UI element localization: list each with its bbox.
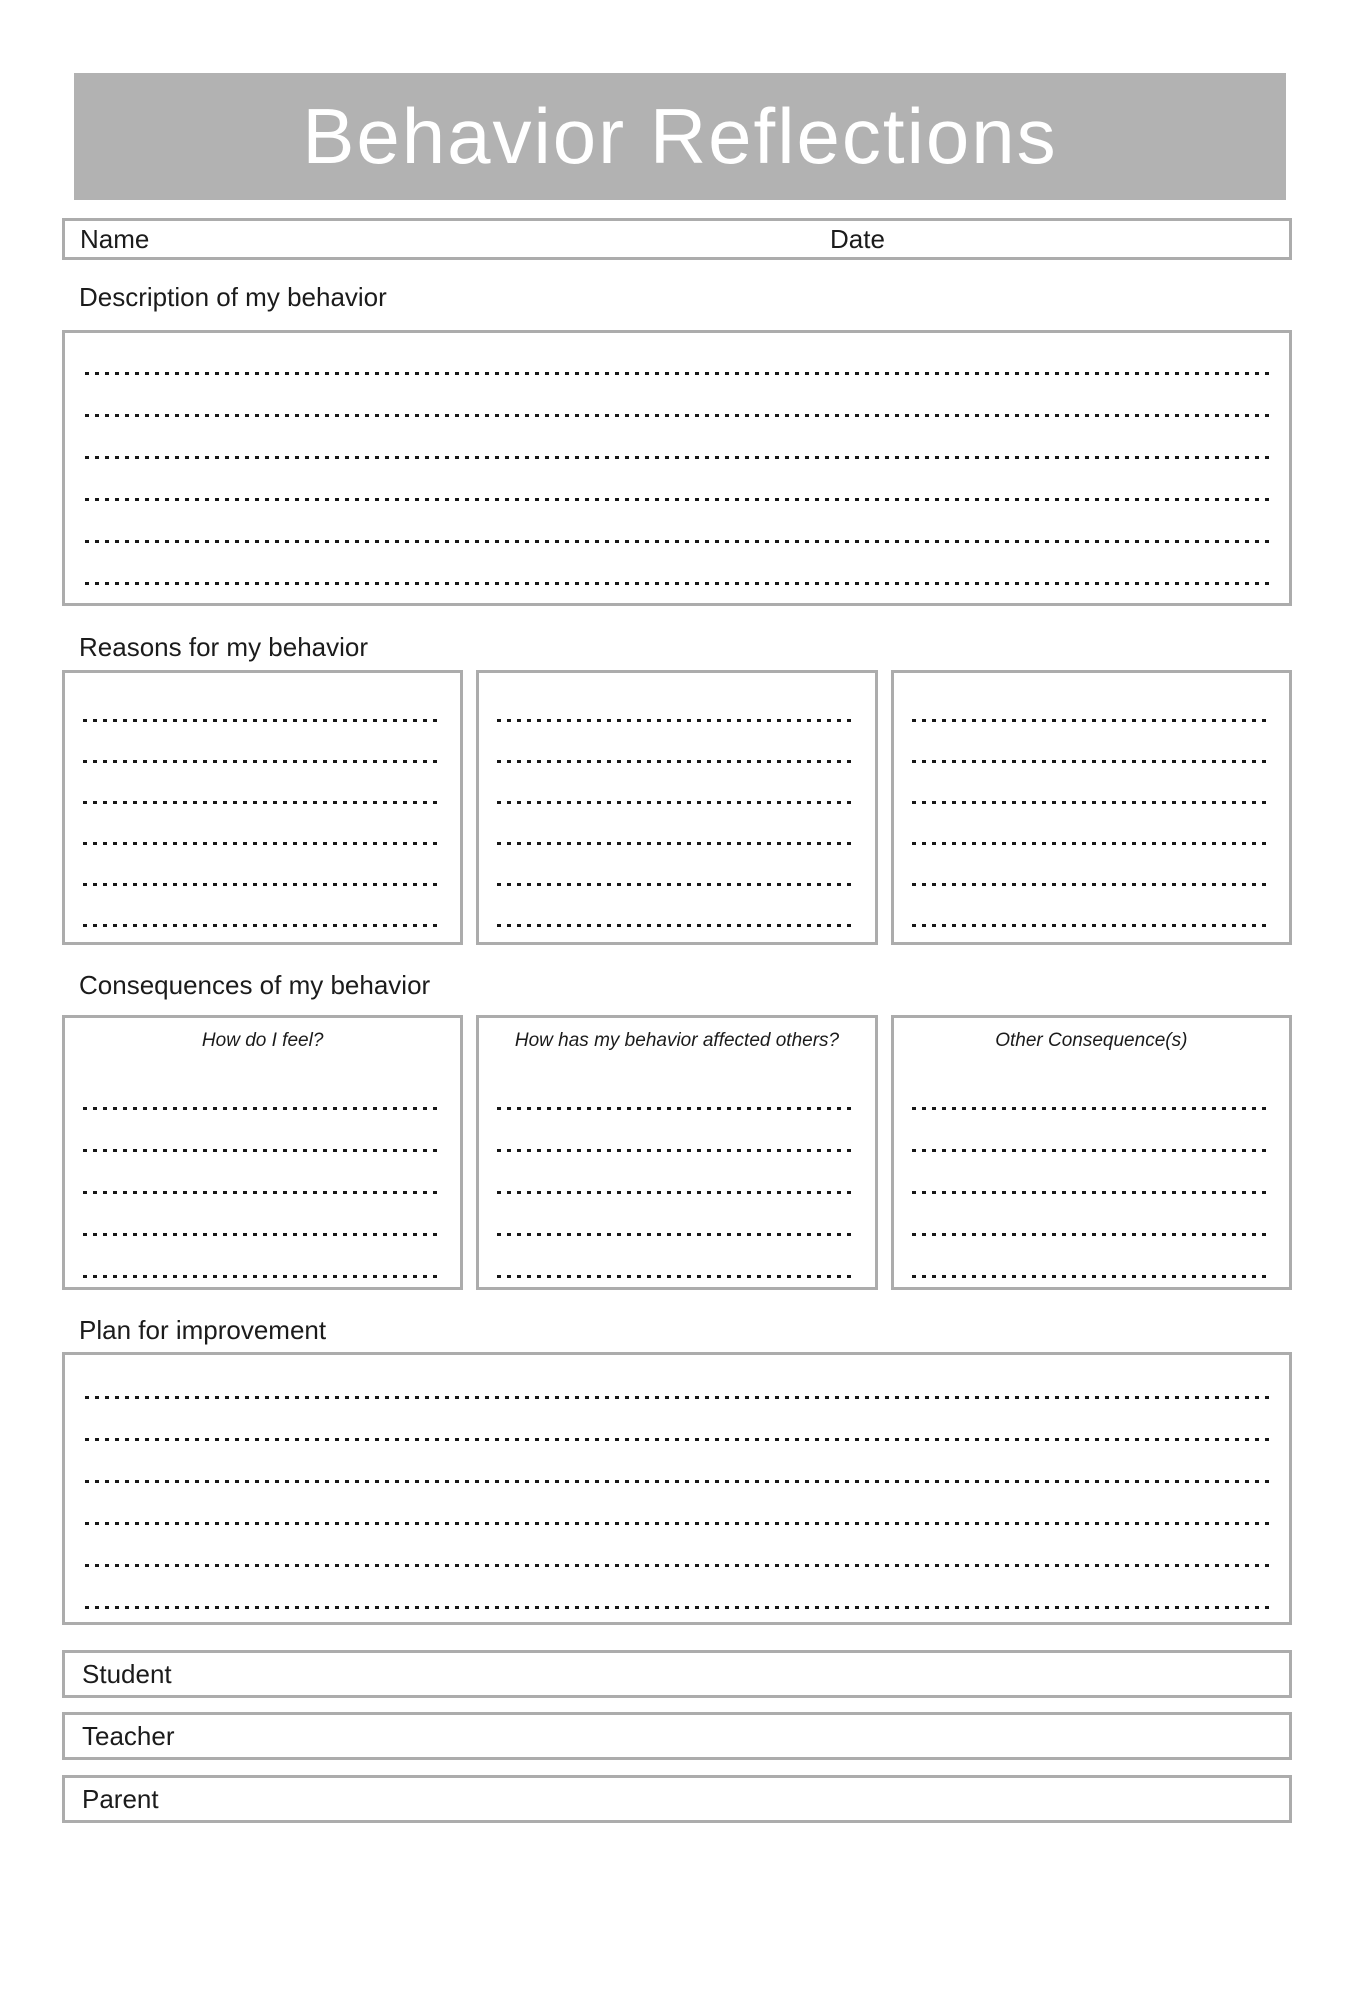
reason-write-area-3[interactable]	[891, 670, 1292, 945]
dotted-write-line	[83, 722, 442, 763]
name-field[interactable]	[80, 221, 149, 257]
teacher-signature-row[interactable]	[62, 1712, 1292, 1760]
dotted-write-line	[912, 722, 1271, 763]
dotted-write-line	[83, 681, 442, 722]
worksheet-page	[62, 73, 1292, 1823]
plan-section-label: Plan for improvement	[79, 1315, 327, 1345]
description-section-label: Description of my behavior	[79, 282, 387, 312]
dotted-write-line	[85, 1525, 1269, 1567]
dotted-write-line	[497, 845, 856, 886]
parent-signature-label: Parent	[82, 1783, 159, 1814]
title-banner	[74, 73, 1286, 200]
name-date-row	[62, 218, 1292, 260]
dotted-write-line	[85, 1567, 1269, 1609]
dotted-write-line	[497, 1110, 856, 1152]
dotted-write-line	[497, 681, 856, 722]
dotted-write-line	[85, 333, 1269, 375]
parent-signature-row[interactable]	[62, 1775, 1292, 1823]
dotted-write-line	[497, 1152, 856, 1194]
consequence-write-area-others[interactable]	[476, 1015, 877, 1290]
dotted-write-line	[912, 763, 1271, 804]
date-field[interactable]	[830, 221, 885, 257]
dotted-write-line	[497, 1060, 856, 1110]
dotted-write-line	[83, 1194, 442, 1236]
reasons-row	[62, 670, 1292, 945]
dotted-write-line	[85, 501, 1269, 543]
dotted-write-line	[83, 804, 442, 845]
dotted-write-line	[912, 1194, 1271, 1236]
dotted-write-line	[85, 1483, 1269, 1525]
dotted-write-line	[83, 886, 442, 927]
dotted-write-line	[912, 1236, 1271, 1278]
dotted-write-line	[85, 1399, 1269, 1441]
dotted-write-line	[912, 886, 1271, 927]
dotted-write-line	[83, 1060, 442, 1110]
dotted-write-line	[83, 845, 442, 886]
name-label: Name	[80, 223, 150, 254]
teacher-signature-label: Teacher	[82, 1720, 175, 1751]
consequences-row	[62, 1015, 1292, 1290]
consequence-write-area-other[interactable]	[891, 1015, 1292, 1290]
consequence-header-feelings: How do I feel?	[201, 1030, 324, 1051]
dotted-write-line	[912, 804, 1271, 845]
dotted-write-line	[83, 1110, 442, 1152]
dotted-write-line	[83, 763, 442, 804]
student-signature-row[interactable]	[62, 1650, 1292, 1698]
dotted-write-line	[85, 1357, 1269, 1399]
consequence-lines-others	[497, 1060, 856, 1278]
consequence-header-other: Other Consequence(s)	[995, 1030, 1188, 1051]
consequence-write-area-feelings[interactable]	[62, 1015, 463, 1290]
dotted-write-line	[497, 1194, 856, 1236]
dotted-write-line	[85, 417, 1269, 459]
consequences-section-label: Consequences of my behavior	[79, 970, 431, 1000]
dotted-write-line	[497, 1236, 856, 1278]
dotted-write-line	[497, 763, 856, 804]
reason-write-area-1[interactable]	[62, 670, 463, 945]
consequence-header-others: How has my behavior affected others?	[514, 1030, 840, 1051]
dotted-write-line	[912, 845, 1271, 886]
student-signature-label: Student	[82, 1658, 172, 1689]
date-label: Date	[830, 223, 885, 254]
dotted-write-line	[912, 1060, 1271, 1110]
reason-write-area-2[interactable]	[476, 670, 877, 945]
dotted-write-line	[85, 375, 1269, 417]
plan-write-area[interactable]	[62, 1352, 1292, 1625]
dotted-write-line	[497, 804, 856, 845]
dotted-write-line	[912, 681, 1271, 722]
description-write-area[interactable]	[62, 330, 1292, 606]
dotted-write-line	[83, 1236, 442, 1278]
dotted-write-line	[497, 886, 856, 927]
page-title: Behavior Reflections	[302, 92, 1058, 180]
dotted-write-line	[497, 722, 856, 763]
consequence-lines-other	[912, 1060, 1271, 1278]
dotted-write-line	[85, 459, 1269, 501]
dotted-write-line	[85, 543, 1269, 585]
consequence-lines-feelings	[83, 1060, 442, 1278]
dotted-write-line	[912, 1110, 1271, 1152]
reasons-section-label: Reasons for my behavior	[79, 632, 369, 662]
dotted-write-line	[85, 1441, 1269, 1483]
dotted-write-line	[912, 1152, 1271, 1194]
dotted-write-line	[83, 1152, 442, 1194]
